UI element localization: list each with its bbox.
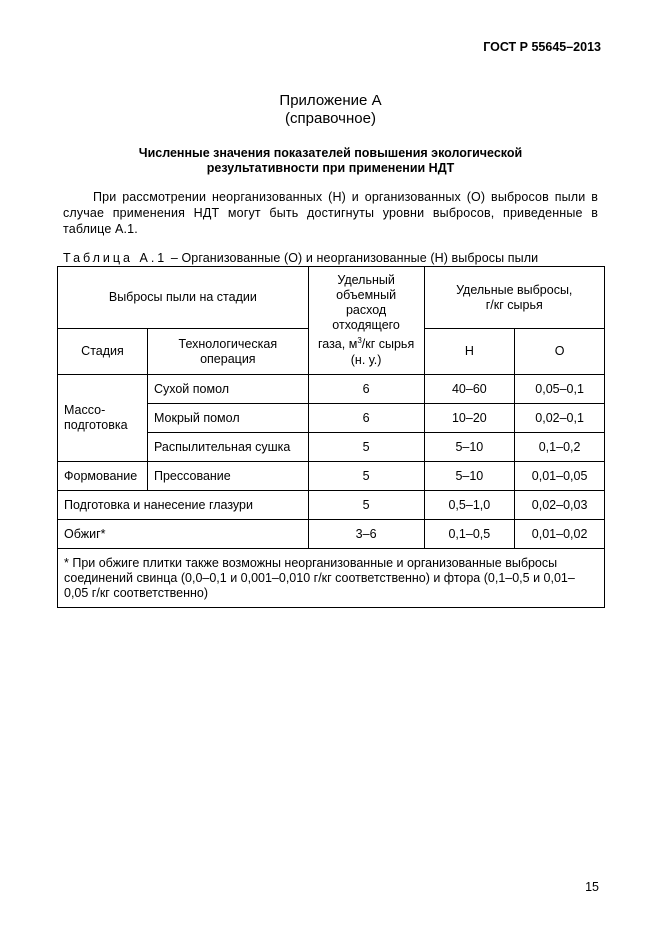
operation-cell: Сухой помол xyxy=(147,375,308,404)
table-footnote-row xyxy=(58,549,605,608)
h-cell: 5–10 xyxy=(424,462,515,491)
section-title-line-1: Численные значения показателей повышения экологической xyxy=(138,146,523,160)
operation-cell: Прессование xyxy=(147,462,308,491)
h-cell: 0,5–1,0 xyxy=(424,491,515,520)
header-o: О xyxy=(515,329,605,375)
volume-cell: 5 xyxy=(308,462,424,491)
header-specific-volume-unit-a: газа, м xyxy=(317,337,358,352)
h-cell: 40–60 xyxy=(424,375,515,404)
header-specific-emissions-line-2: г/кг сырья xyxy=(485,297,543,312)
header-operation xyxy=(147,329,308,375)
table-caption-text: – Организованные (О) и неорганизованные (Н) выбросы пыли xyxy=(170,251,539,265)
table-row xyxy=(58,520,605,549)
section-title xyxy=(0,146,661,176)
volume-cell: 5 xyxy=(308,433,424,462)
header-specific-volume-line-5 xyxy=(313,333,420,352)
group-mass-prep xyxy=(58,375,148,462)
header-operation-line-1: Технологическая xyxy=(178,336,278,351)
intro-paragraph: При рассмотрении неорганизованных (Н) и организованных (О) выбросов пыли в случае применения НДТ могут быть достигнуты уровни выбросов, приведенные в таблице А.1. xyxy=(63,190,598,236)
group-forming: Формование xyxy=(58,462,148,491)
header-specific-volume-line-1: Удельный xyxy=(337,273,395,288)
appendix-subtitle: (справочное) xyxy=(285,110,376,127)
operation-cell: Распылительная сушка xyxy=(147,433,308,462)
o-cell: 0,01–0,05 xyxy=(515,462,605,491)
appendix-heading xyxy=(0,92,661,128)
header-specific-emissions xyxy=(424,267,605,329)
group-mass-prep-line-1: Массо- xyxy=(64,403,106,417)
table-caption xyxy=(63,251,538,265)
o-cell: 0,1–0,2 xyxy=(515,433,605,462)
group-mass-prep-line-2: подготовка xyxy=(64,418,128,432)
volume-cell: 6 xyxy=(308,375,424,404)
header-specific-volume-line-4: отходящего xyxy=(332,318,400,333)
emissions-table xyxy=(57,266,605,608)
header-specific-volume xyxy=(308,267,424,375)
h-cell: 10–20 xyxy=(424,404,515,433)
header-specific-volume-line-3: расход xyxy=(345,303,387,318)
header-h: Н xyxy=(424,329,515,375)
header-specific-emissions-line-1: Удельные выбросы, xyxy=(456,282,573,297)
header-stage: Стадия xyxy=(58,329,148,375)
table-header-row-1 xyxy=(58,267,605,329)
header-operation-line-2: операция xyxy=(200,351,256,366)
table-row xyxy=(58,491,605,520)
header-emissions-stage: Выбросы пыли на стадии xyxy=(58,267,309,329)
o-cell: 0,01–0,02 xyxy=(515,520,605,549)
section-title-line-2: результативности при применении НДТ xyxy=(206,161,455,175)
header-specific-volume-unit-sup: 3 xyxy=(357,336,362,346)
o-cell: 0,05–0,1 xyxy=(515,375,605,404)
volume-cell: 6 xyxy=(308,404,424,433)
operation-cell: Мокрый помол xyxy=(147,404,308,433)
header-specific-volume-unit-b: /кг сырья xyxy=(361,337,415,352)
volume-cell: 5 xyxy=(308,491,424,520)
h-cell: 0,1–0,5 xyxy=(424,520,515,549)
table-caption-label: Таблица А.1 xyxy=(63,251,168,265)
appendix-title: Приложение А xyxy=(279,92,382,109)
header-specific-volume-line-6: (н. у.) xyxy=(350,352,382,367)
group-glazing: Подготовка и нанесение глазури xyxy=(58,491,309,520)
o-cell: 0,02–0,03 xyxy=(515,491,605,520)
table-row xyxy=(58,375,605,404)
document-code: ГОСТ Р 55645–2013 xyxy=(483,40,601,54)
group-firing: Обжиг* xyxy=(58,520,309,549)
h-cell: 5–10 xyxy=(424,433,515,462)
table-footnote: * При обжиге плитки также возможны неорганизованные и организованные выбросы соединений свинца (0,0–0,1 и 0,001–0,010 г/кг соответственно) и фтора (0,1–0,5 и 0,01–0,05 г/кг соответственно) xyxy=(58,549,605,608)
table-row xyxy=(58,462,605,491)
header-specific-volume-line-2: объемный xyxy=(336,288,397,303)
page-number: 15 xyxy=(585,880,599,894)
o-cell: 0,02–0,1 xyxy=(515,404,605,433)
volume-cell: 3–6 xyxy=(308,520,424,549)
